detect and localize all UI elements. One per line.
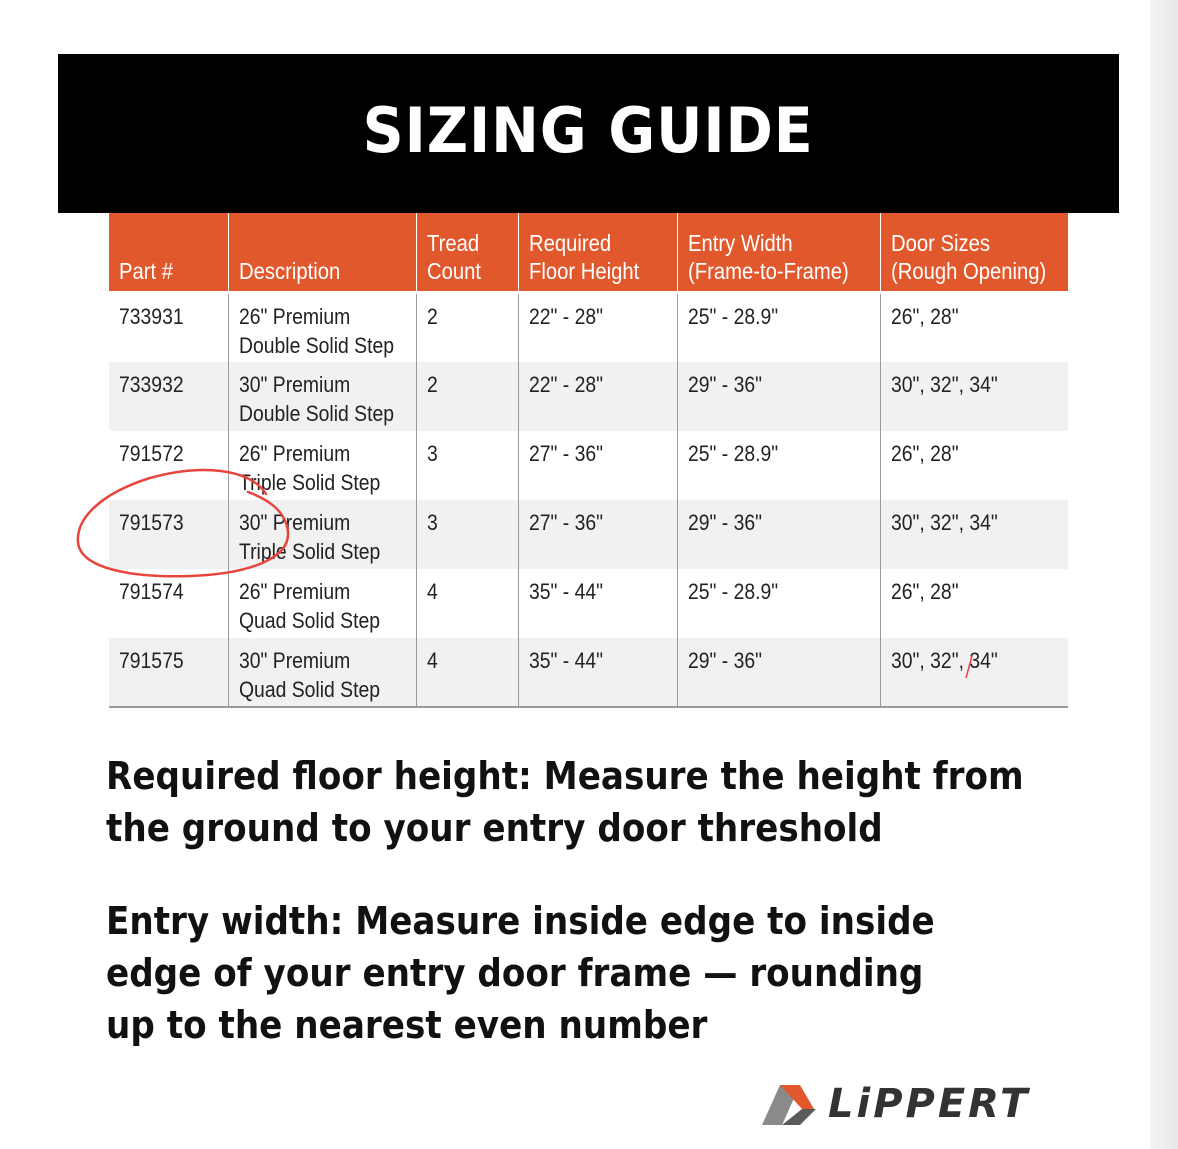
lippert-logo-icon [758, 1079, 820, 1129]
cell-tread: 4 [416, 569, 518, 638]
cell-tread: 3 [416, 500, 518, 569]
cell-part: 791574 [109, 569, 229, 638]
cell-entry-width: 29" - 36" [677, 638, 881, 707]
cell-tread: 2 [416, 293, 518, 362]
cell-entry-width: 29" - 36" [677, 500, 881, 569]
cell-door-sizes: 30", 32", 34" [881, 638, 1068, 707]
cell-floor-height: 22" - 28" [518, 362, 677, 431]
table-row [109, 500, 1068, 569]
sizing-table [109, 213, 1068, 708]
cell-door-sizes: 26", 28" [891, 304, 960, 329]
header-tread-count: Tread Count [416, 213, 518, 293]
entry-width-note: Entry width: Measure inside edge to inside edge of your entry door frame — rounding up to the nearest even number [106, 899, 935, 1047]
cell-part: 791575 [109, 638, 229, 707]
lippert-logo [758, 1078, 1078, 1130]
header-description: Description [229, 213, 416, 293]
cell-description: 26" Premium Triple Solid Step [229, 431, 416, 500]
cell-entry-width: 25" - 28.9" [677, 431, 881, 500]
table-row [109, 569, 1068, 638]
table-header-row [109, 213, 1068, 293]
title-banner [58, 54, 1119, 213]
header-entry-width: Entry Width (Frame-to-Frame) [677, 213, 881, 293]
header-part: Part # [109, 213, 229, 293]
cell-tread: 3 [416, 431, 518, 500]
cell-description: 30" Premium Triple Solid Step [229, 500, 416, 569]
cell-floor-height: 35" - 44" [518, 638, 677, 707]
cell-floor-height: 35" - 44" [518, 569, 677, 638]
table-row [109, 638, 1068, 707]
cell-door-sizes: 30", 32", 34" [881, 362, 1068, 431]
table-row [109, 293, 1068, 362]
cell-tread: 2 [416, 362, 518, 431]
cell-description: 26" Premium Double Solid Step [229, 293, 416, 362]
cell-entry-width: 29" - 36" [677, 362, 881, 431]
header-floor-height: Required Floor Height [518, 213, 677, 293]
cell-description: 30" Premium Double Solid Step [229, 362, 416, 431]
page-edge-shade [1150, 0, 1178, 1149]
cell-door-sizes: 26", 28" [891, 578, 960, 604]
logo-wordmark: LiPPERT [828, 1081, 1031, 1127]
cell-part: 791573 [109, 500, 229, 569]
cell-description: 30" Premium Quad Solid Step [229, 638, 416, 707]
cell-part: 733931 [109, 293, 229, 362]
header-door-sizes: Door Sizes (Rough Opening) [881, 213, 1068, 293]
page-title: SIZING GUIDE [362, 94, 814, 167]
cell-description: 26" Premium Quad Solid Step [229, 569, 416, 638]
cell-part: 791572 [109, 431, 229, 500]
table-row [109, 362, 1068, 431]
cell-entry-width: 25" - 28.9" [677, 569, 881, 638]
table-row [109, 431, 1068, 500]
cell-floor-height: 22" - 28" [518, 293, 677, 362]
cell-part: 733932 [109, 362, 229, 431]
cell-door-sizes: 30", 32", 34" [881, 500, 1068, 569]
cell-floor-height: 27" - 36" [518, 431, 677, 500]
cell-door-sizes: 26", 28" [891, 440, 960, 466]
floor-height-note: Required floor height: Measure the height from the ground to your entry door threshold [106, 754, 1024, 850]
cell-entry-width: 25" - 28.9" [677, 293, 881, 362]
cell-floor-height: 27" - 36" [518, 500, 677, 569]
cell-tread: 4 [416, 638, 518, 707]
